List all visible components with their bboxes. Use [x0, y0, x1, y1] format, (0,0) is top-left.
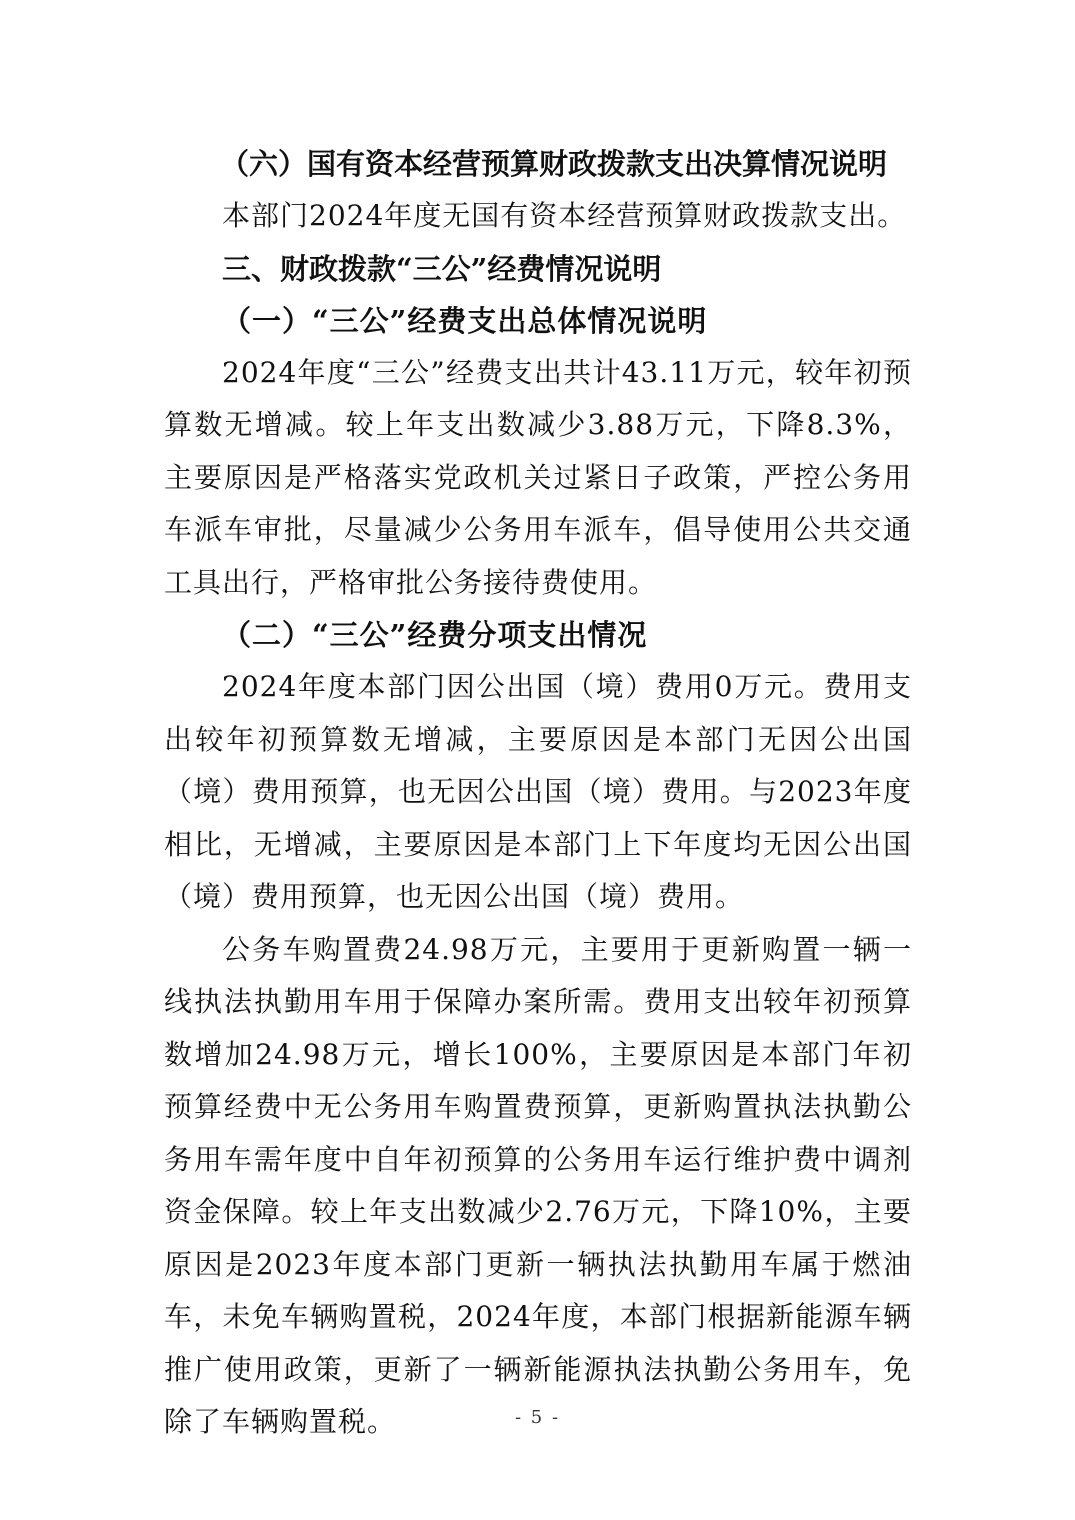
section-heading-three-public: 三、财政拨款“三公”经费情况说明 — [222, 251, 662, 286]
page-number: - 5 - — [514, 1407, 561, 1428]
section-heading-itemized: （二）“三公”经费分项支出情况 — [222, 618, 648, 652]
section-heading-overall: （一）“三公”经费支出总体情况说明 — [222, 303, 708, 338]
section-heading-state-capital: （六）国有资本经营预算财政拨款支出决算情况说明 — [220, 147, 888, 181]
document-body — [164, 138, 912, 1449]
paragraph-overall: 2024年度“三公”经费支出共计43.11万元，较年初预算数无增减。较上年支出数减少3.88万元，下降8.3%，主要原因是严格落实党政机关过紧日子政策，严控公务用车派车审批，尽量减少公务用车派车，倡导使用公共交通工具出行，严格审批公务接待费使用。 — [164, 355, 912, 599]
paragraph-state-capital: 本部门2024年度无国有资本经营预算财政拨款支出。 — [222, 199, 907, 232]
paragraph-abroad-expenses: 2024年度本部门因公出国（境）费用0万元。费用支出较年初预算数无增减，主要原因是本部门无因公出国（境）费用预算，也无因公出国（境）费用。与2023年度相比，无增减，主要原因是本部门上下年度均无因公出国（境）费用预算，也无因公出国（境）费用。 — [164, 670, 912, 913]
paragraph-vehicle-purchase: 公务车购置费24.98万元，主要用于更新购置一辆一线执法执勤用车用于保障办案所需。费用支出较年初预算数增加24.98万元，增长100%，主要原因是本部门年初预算经费中无公务用车购置费预算，更新购置执法执勤公务用车需年度中自年初预算的公务用车运行维护费中调剂资金保障。较上年支出数减少2.76万元，下降10%，主要原因是2023年度本部门更新一辆执法执勤用车属于燃油车，未免车辆购置税，2024年度，本部门根据新能源车辆推广使用政策，更新了一辆新能源执法执勤公务用车，免除了车辆购置税。 — [164, 932, 912, 1438]
